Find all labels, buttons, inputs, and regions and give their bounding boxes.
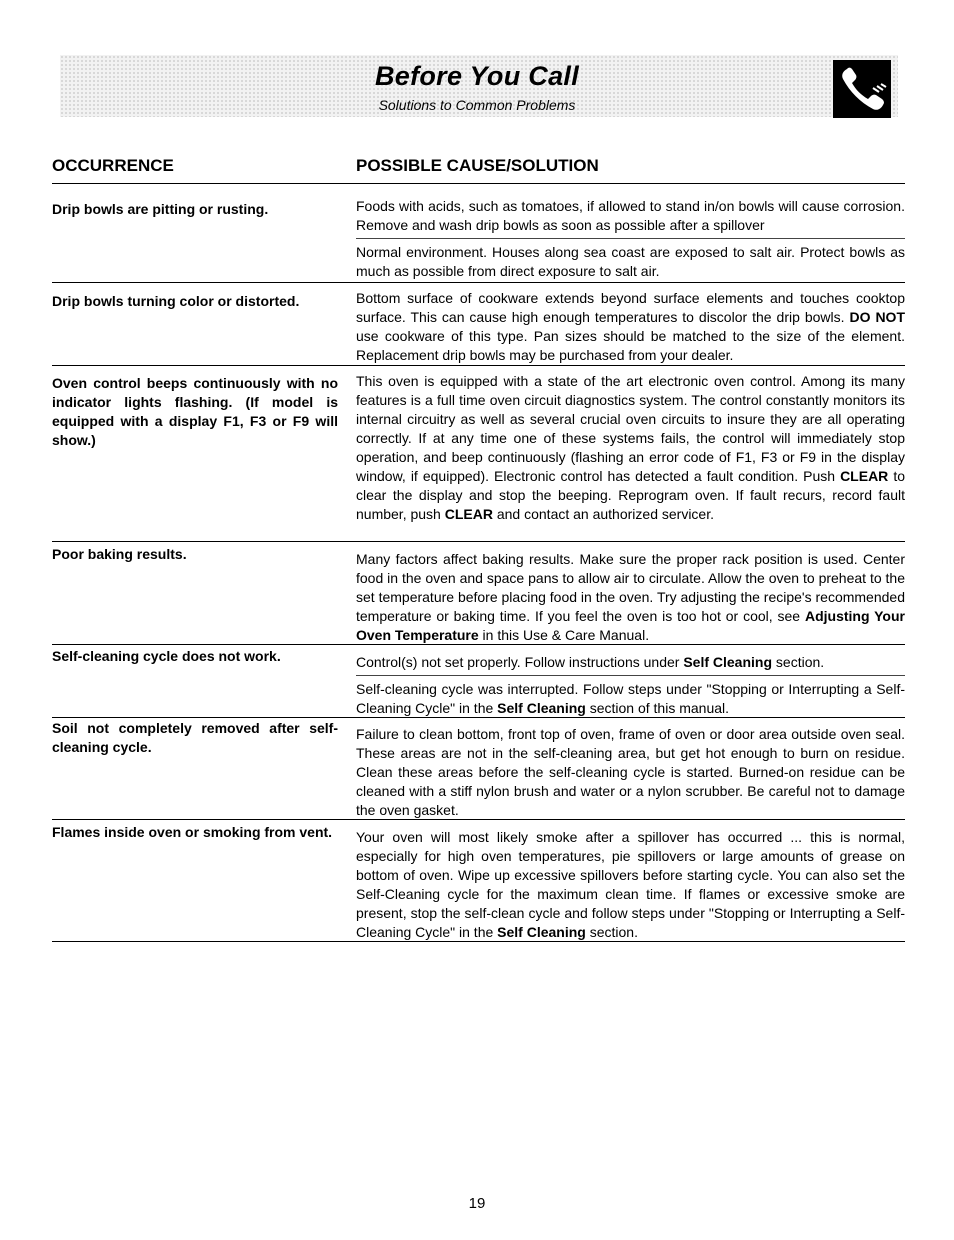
occurrence-text: Soil not completely removed after self-cleaning cycle. xyxy=(52,720,338,755)
page-subtitle: Solutions to Common Problems xyxy=(378,97,576,113)
emphasis-text: Self Cleaning xyxy=(683,654,773,670)
occurrence-text: Poor baking results. xyxy=(52,546,187,562)
body-text: section. xyxy=(772,654,825,670)
body-text: section of this manual. xyxy=(585,700,730,716)
solution-paragraph xyxy=(356,289,905,365)
solution-paragraph xyxy=(356,197,905,235)
body-text: This oven is equipped with a state of the art electronic oven control. Among its many features is a full time oven circuit diagnostics system. The control constantly monitors its internal circuitry as well as several crucial oven circuits to insure they are all operating correctly. If at any time one of these systems fails, the control will immediately stop operation, and beep continuously (flashing an error code of F1, F3 or F9 in the display window, if equipped). Electronic control has detected a fault condition. Push xyxy=(356,373,905,484)
emphasis-text: Self Cleaning xyxy=(497,924,586,940)
page-title: Before You Call xyxy=(374,61,580,91)
body-text: section. xyxy=(585,924,638,940)
page-number: 19 xyxy=(468,1195,486,1212)
body-text: Foods with acids, such as tomatoes, if allowed to stand in/on bowls will cause corrosion. Remove and wash drip bowls as soon as possible after a spillover xyxy=(356,198,905,233)
occurrence-text: Drip bowls turning color or distorted. xyxy=(52,293,300,309)
solution-paragraph xyxy=(356,680,905,718)
column-header-cause: POSSIBLE CAUSE/SOLUTION xyxy=(356,156,599,175)
emphasis-text: CLEAR xyxy=(840,468,889,484)
emphasis-text: CLEAR xyxy=(444,506,493,522)
body-text: Self-cleaning cycle was interrupted. Follow steps under "Stopping or Interrupting a Self-Cleaning Cycle" in the xyxy=(356,681,905,716)
body-text: Normal environment. Houses along sea coast are exposed to salt air. Protect bowls as much as possible from direct exposure to salt air. xyxy=(356,244,905,279)
occurrence-text: Flames inside oven or smoking from vent. xyxy=(52,824,333,840)
column-header-occurrence: OCCURRENCE xyxy=(52,156,174,175)
row-divider xyxy=(52,365,905,366)
row-divider xyxy=(52,282,905,283)
body-text: Your oven will most likely smoke after a spillover has occurred ... this is normal, especially for high oven temperatures, pie spillovers or large amounts of grease on bottom of oven. Wipe up excessive spillovers before starting cycle. You can also set the Self-Cleaning cycle for the maximum clean time. If flames or excessive smoke are present, stop the self-clean cycle and follow steps under "Stopping or Interrupting a Self-Cleaning Cycle" in the xyxy=(356,829,905,940)
solution-paragraph xyxy=(356,653,905,672)
solution-paragraph xyxy=(356,372,905,524)
body-text: Control(s) not set properly. Follow instructions under xyxy=(356,654,684,670)
row-divider xyxy=(52,644,905,645)
solution-divider xyxy=(356,675,905,676)
occurrence-text: Self-cleaning cycle does not work. xyxy=(52,648,281,664)
body-text: Many factors affect baking results. Make sure the proper rack position is used. Center food in the oven and space pans to allow air to circulate. Allow the oven to preheat to the set temperature before placing food in the oven. Try adjusting the recipe's recommended temperature or baking time. If you feel the oven is too hot or cool, see xyxy=(356,551,905,624)
occurrence-text: Drip bowls are pitting or rusting. xyxy=(52,201,269,217)
emphasis-text: Self Cleaning xyxy=(497,700,586,716)
row-divider xyxy=(52,941,905,942)
body-text: use cookware of this type. Pan sizes should be matched to the size of the element. Replacement drip bowls may be purchased from your dealer. xyxy=(356,328,905,363)
body-text: Failure to clean bottom, front top of oven, frame of oven or door area outside oven seal. These areas are not in the self-cleaning area, but get hot enough to burn on residue. Clean these areas before the self-cleaning cycle is started. Burned-on residue can be cleaned with a stiff nylon brush and water or a nylon scrubber. Be careful not to damage the oven gasket. xyxy=(356,726,905,818)
row-divider xyxy=(52,819,905,820)
solution-paragraph xyxy=(356,828,905,942)
body-text: Bottom surface of cookware extends beyond surface elements and touches cooktop surface. This can cause high enough temperatures to discolor the drip bowls. xyxy=(356,290,905,325)
body-text: and contact an authorized servicer. xyxy=(492,506,714,522)
solution-divider xyxy=(356,238,905,239)
row-divider xyxy=(52,717,905,718)
body-text: in this Use & Care Manual. xyxy=(478,627,650,643)
solution-paragraph xyxy=(356,725,905,820)
header-divider xyxy=(52,183,905,184)
emphasis-text: DO NOT xyxy=(849,309,905,325)
phone-icon xyxy=(833,60,891,118)
occurrence-text: Oven control beeps continuously with no indicator lights flashing. (If model is equipped with a display F1, F3 or F9 will show.) xyxy=(52,375,338,448)
emphasis-text: Adjusting Your Oven Temperature xyxy=(356,608,905,643)
solution-paragraph xyxy=(356,550,905,645)
body-text: to clear the display and stop the beeping. Reprogram oven. If fault recurs, record fault number, push xyxy=(356,468,905,522)
solution-paragraph xyxy=(356,243,905,281)
row-divider xyxy=(52,541,905,542)
